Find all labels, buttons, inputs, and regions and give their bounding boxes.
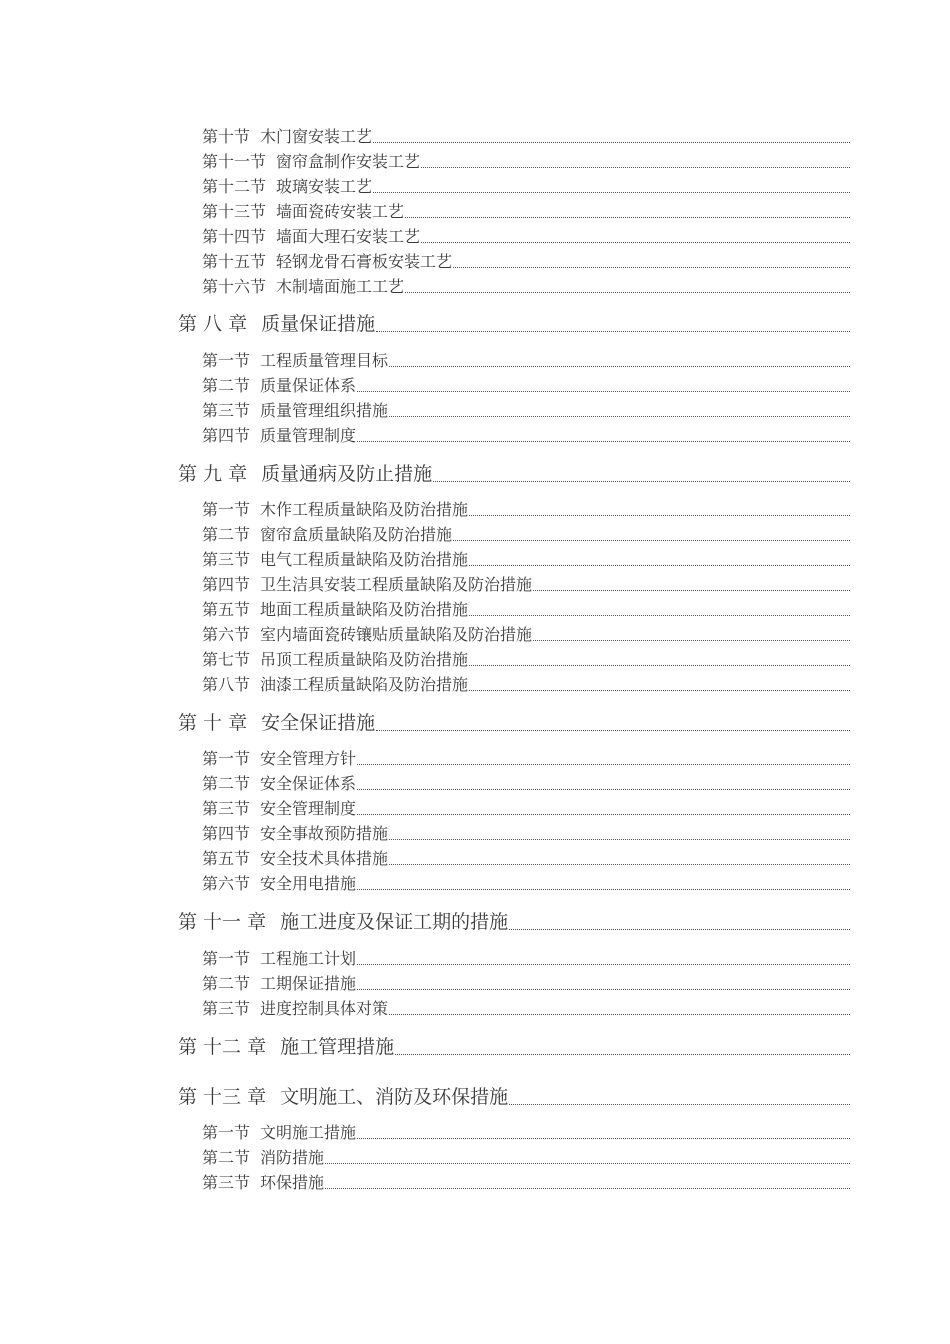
dot-leader [389, 1014, 850, 1015]
toc-entry-title: 文明施工措施 [260, 1123, 357, 1142]
toc-entry-title: 地面工程质量缺陷及防治措施 [260, 600, 469, 619]
toc-entry[interactable] [202, 874, 850, 894]
toc-entry-title: 窗帘盒质量缺陷及防治措施 [260, 525, 453, 544]
toc-entry-title: 工程施工计划 [260, 949, 357, 968]
toc-entry[interactable] [202, 824, 850, 844]
toc-entry[interactable] [202, 525, 850, 545]
dot-leader [405, 292, 850, 293]
toc-entry-title: 安全保证体系 [260, 774, 357, 793]
toc-chapter-title: 施工进度及保证工期的措施 [280, 911, 509, 933]
toc-entry[interactable] [202, 949, 850, 969]
toc-entry-number: 第一节 [202, 749, 251, 768]
toc-entry-title: 轻钢龙骨石膏板安装工艺 [276, 252, 453, 271]
toc-entry-number: 第六节 [202, 625, 251, 644]
toc-entry[interactable] [202, 376, 850, 396]
toc-entry[interactable] [202, 749, 850, 769]
dot-leader [469, 515, 850, 516]
toc-chapter[interactable] [178, 1035, 850, 1059]
toc-entry-title: 卫生洁具安装工程质量缺陷及防治措施 [260, 575, 533, 594]
toc-entry[interactable] [202, 799, 850, 819]
toc-entry-number: 第十五节 [202, 252, 267, 271]
toc-entry-number: 第一节 [202, 500, 251, 519]
toc-entry-number: 第二节 [202, 376, 251, 395]
toc-entry[interactable] [202, 202, 850, 222]
toc-entry[interactable] [202, 252, 850, 272]
toc-entry-number: 第三节 [202, 550, 251, 569]
toc-entry-title: 墙面大理石安装工艺 [276, 227, 421, 246]
dot-leader [357, 989, 850, 990]
dot-leader [405, 217, 850, 218]
dot-leader [376, 730, 850, 731]
toc-entry-number: 第十六节 [202, 277, 267, 296]
toc-entry-number: 第二节 [202, 774, 251, 793]
dot-leader [357, 391, 850, 392]
toc-entry[interactable] [202, 625, 850, 645]
toc-entry-title: 安全管理方针 [260, 749, 357, 768]
toc-entry-number: 第一节 [202, 351, 251, 370]
toc-chapter-title: 文明施工、消防及环保措施 [280, 1086, 509, 1108]
toc-entry-number: 第一节 [202, 1123, 251, 1142]
toc-entry-number: 第十二节 [202, 177, 267, 196]
toc-entry-number: 第三节 [202, 1173, 251, 1192]
dot-leader [373, 142, 850, 143]
toc-entry-title: 工期保证措施 [260, 974, 357, 993]
dot-leader [469, 690, 850, 691]
dot-leader [357, 964, 850, 965]
dot-leader [469, 565, 850, 566]
toc-entry[interactable] [202, 1148, 850, 1168]
toc-entry-title: 木制墙面施工工艺 [276, 277, 405, 296]
toc-entry-number: 第八节 [202, 675, 251, 694]
dot-leader [469, 665, 850, 666]
toc-entry-number: 第三节 [202, 401, 251, 420]
toc-entry-number: 第二节 [202, 1148, 251, 1167]
dot-leader [357, 441, 850, 442]
toc-entry[interactable] [202, 1173, 850, 1193]
toc-entry[interactable] [202, 600, 850, 620]
toc-entry-title: 室内墙面瓷砖镶贴质量缺陷及防治措施 [260, 625, 533, 644]
toc-entry[interactable] [202, 999, 850, 1019]
toc-entry-title: 墙面瓷砖安装工艺 [276, 202, 405, 221]
toc-entry-title: 玻璃安装工艺 [276, 177, 373, 196]
toc-entry[interactable] [202, 650, 850, 670]
toc-entry-title: 安全用电措施 [260, 874, 357, 893]
dot-leader [421, 167, 850, 168]
toc-chapter[interactable] [178, 1085, 850, 1109]
dot-leader [357, 889, 850, 890]
toc-entry[interactable] [202, 675, 850, 695]
dot-leader [357, 789, 850, 790]
toc-entry[interactable] [202, 152, 850, 172]
toc-chapter-number: 第 九 章 [178, 463, 248, 485]
toc-chapter[interactable] [178, 462, 850, 486]
toc-entry-number: 第十一节 [202, 152, 267, 171]
toc-chapter-title: 安全保证措施 [261, 712, 376, 734]
toc-entry-number: 第三节 [202, 999, 251, 1018]
dot-leader [453, 540, 850, 541]
toc-entry-number: 第六节 [202, 874, 251, 893]
toc-entry-number: 第一节 [202, 949, 251, 968]
toc-chapter[interactable] [178, 312, 850, 336]
toc-entry[interactable] [202, 849, 850, 869]
toc-chapter-number: 第 十二 章 [178, 1036, 267, 1058]
toc-entry-title: 工程质量管理目标 [260, 351, 389, 370]
toc-entry-title: 质量管理制度 [260, 426, 357, 445]
toc-entry[interactable] [202, 401, 850, 421]
dot-leader [453, 267, 850, 268]
dot-leader [509, 1104, 850, 1105]
toc-entry[interactable] [202, 500, 850, 520]
toc-entry-number: 第四节 [202, 824, 251, 843]
dot-leader [373, 192, 850, 193]
dot-leader [357, 764, 850, 765]
toc-entry-number: 第四节 [202, 426, 251, 445]
dot-leader [395, 1054, 850, 1055]
toc-entry-title: 消防措施 [260, 1148, 325, 1167]
toc-entry[interactable] [202, 774, 850, 794]
dot-leader [433, 481, 850, 482]
toc-entry-title: 安全技术具体措施 [260, 849, 389, 868]
toc-entry-title: 木门窗安装工艺 [260, 127, 373, 146]
toc-chapter[interactable] [178, 711, 850, 735]
toc-entry-number: 第五节 [202, 849, 251, 868]
toc-entry-title: 环保措施 [260, 1173, 325, 1192]
toc-chapter[interactable] [178, 910, 850, 934]
toc-entry-title: 窗帘盒制作安装工艺 [276, 152, 421, 171]
toc-entry[interactable] [202, 227, 850, 247]
toc-entry-title: 油漆工程质量缺陷及防治措施 [260, 675, 469, 694]
toc-chapter-number: 第 八 章 [178, 313, 248, 335]
toc-entry[interactable] [202, 177, 850, 197]
toc-entry-title: 安全管理制度 [260, 799, 357, 818]
toc-entry-number: 第七节 [202, 650, 251, 669]
toc-entry[interactable] [202, 1123, 850, 1143]
dot-leader [509, 929, 850, 930]
toc-entry-number: 第二节 [202, 974, 251, 993]
toc-entry-number: 第二节 [202, 525, 251, 544]
toc-entry-number: 第十三节 [202, 202, 267, 221]
dot-leader [389, 839, 850, 840]
toc-chapter-number: 第 十一 章 [178, 911, 267, 933]
dot-leader [325, 1163, 850, 1164]
toc-entry-title: 进度控制具体对策 [260, 999, 389, 1018]
toc-entry-number: 第五节 [202, 600, 251, 619]
dot-leader [325, 1188, 850, 1189]
toc-chapter-title: 质量通病及防止措施 [261, 463, 433, 485]
dot-leader [533, 590, 850, 591]
toc-entry[interactable] [202, 127, 850, 147]
toc-entry-title: 质量管理组织措施 [260, 401, 389, 420]
toc-entry-number: 第三节 [202, 799, 251, 818]
toc-entry-number: 第四节 [202, 575, 251, 594]
toc-entry[interactable] [202, 351, 850, 371]
dot-leader [533, 640, 850, 641]
dot-leader [357, 814, 850, 815]
dot-leader [389, 416, 850, 417]
toc-chapter-number: 第 十 章 [178, 712, 248, 734]
dot-leader [389, 864, 850, 865]
toc-entry-title: 电气工程质量缺陷及防治措施 [260, 550, 469, 569]
toc-entry[interactable] [202, 277, 850, 297]
toc-entry[interactable] [202, 426, 850, 446]
toc-entry[interactable] [202, 575, 850, 595]
toc-entry-number: 第十四节 [202, 227, 267, 246]
toc-chapter-title: 质量保证措施 [261, 313, 376, 335]
toc-entry-title: 木作工程质量缺陷及防治措施 [260, 500, 469, 519]
dot-leader [357, 1138, 850, 1139]
dot-leader [389, 366, 850, 367]
toc-chapter-title: 施工管理措施 [280, 1036, 395, 1058]
toc-entry-title: 安全事故预防措施 [260, 824, 389, 843]
dot-leader [421, 242, 850, 243]
toc-entry[interactable] [202, 550, 850, 570]
toc-entry[interactable] [202, 974, 850, 994]
dot-leader [469, 615, 850, 616]
toc-chapter-number: 第 十三 章 [178, 1086, 267, 1108]
toc-entry-title: 吊顶工程质量缺陷及防治措施 [260, 650, 469, 669]
toc-entry-number: 第十节 [202, 127, 251, 146]
dot-leader [376, 331, 850, 332]
toc-entry-title: 质量保证体系 [260, 376, 357, 395]
